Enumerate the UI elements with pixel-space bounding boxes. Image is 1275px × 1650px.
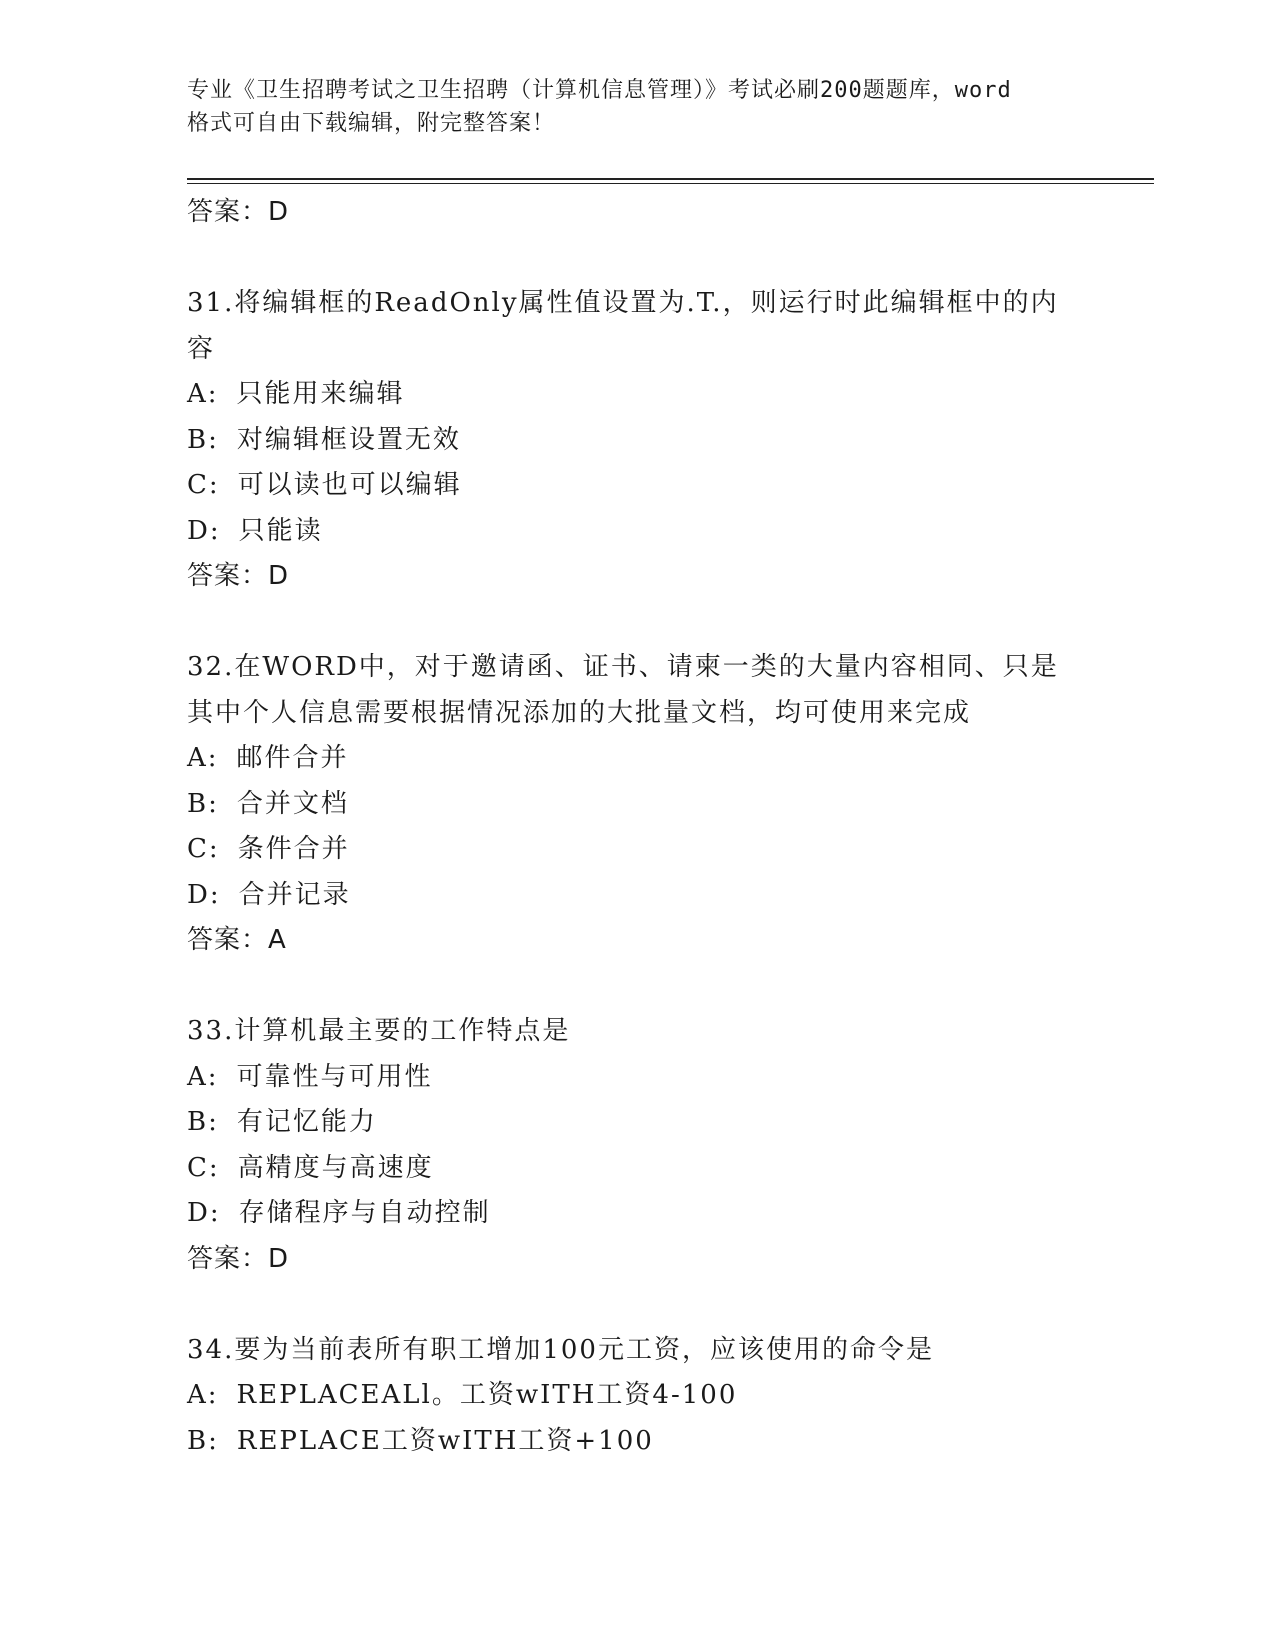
option-line xyxy=(187,463,1087,509)
option-key: C: xyxy=(187,834,220,864)
answer-line: 答案：D xyxy=(187,561,290,591)
option-text: 存储程序与自动控制 xyxy=(238,1198,491,1228)
question-text: 容 xyxy=(187,333,216,364)
option-text: 只能读 xyxy=(238,515,323,546)
option-line xyxy=(187,1100,1087,1146)
option-line xyxy=(187,1146,1087,1192)
option-line xyxy=(187,1373,1087,1419)
option-text: 对编辑框设置无效 xyxy=(236,424,461,455)
option-key: A: xyxy=(187,1380,219,1410)
option-line xyxy=(187,1055,1087,1101)
answer-line: 答案：A xyxy=(187,925,287,955)
option-key: D: xyxy=(187,515,221,546)
option-text: 合并记录 xyxy=(238,879,351,910)
option-line xyxy=(187,372,1087,418)
question-block xyxy=(187,645,1087,964)
option-line xyxy=(187,1419,1087,1465)
question-block xyxy=(187,1328,1087,1465)
option-key: C: xyxy=(187,470,220,500)
option-text: 有记忆能力 xyxy=(236,1107,377,1137)
option-key: B: xyxy=(187,1107,219,1137)
option-key: D: xyxy=(187,1198,221,1228)
answer-line: 答案：D xyxy=(187,1243,290,1274)
option-key: A: xyxy=(187,743,219,773)
option-text: REPLACE工资wITH工资+100 xyxy=(236,1425,654,1456)
option-line xyxy=(187,782,1087,828)
question-block xyxy=(187,1009,1087,1282)
question-block xyxy=(187,281,1087,600)
option-key: B: xyxy=(187,788,219,819)
option-key: A: xyxy=(187,379,219,409)
header-line-1: 专业《卫生招聘考试之卫生招聘（计算机信息管理）》考试必刷200题题库，word xyxy=(187,78,1012,103)
answer-line: 答案：D xyxy=(187,197,290,227)
option-key: B: xyxy=(187,1425,219,1456)
question-text: 33.计算机最主要的工作特点是 xyxy=(187,1016,571,1046)
question-text: 34.要为当前表所有职工增加100元工资，应该使用的命令是 xyxy=(187,1334,934,1365)
option-line xyxy=(187,509,1087,555)
option-line xyxy=(187,1191,1087,1237)
option-text: 可以读也可以编辑 xyxy=(237,470,462,500)
option-line xyxy=(187,827,1087,873)
question-text: 31.将编辑框的ReadOnly属性值设置为.T.，则运行时此编辑框中的内 xyxy=(187,288,1059,318)
header-line-2: 格式可自由下载编辑，附完整答案！ xyxy=(187,111,556,136)
option-key: C: xyxy=(187,1152,220,1183)
question-content xyxy=(187,190,1087,1464)
option-text: REPLACEALl。工资wITH工资4-100 xyxy=(236,1380,738,1410)
header-rule-thin xyxy=(187,183,1154,184)
option-line xyxy=(187,736,1087,782)
option-line xyxy=(187,418,1087,464)
header-rule-thick xyxy=(187,178,1154,180)
document-header xyxy=(187,74,1087,140)
option-key: B: xyxy=(187,424,219,455)
option-line xyxy=(187,873,1087,919)
option-text: 条件合并 xyxy=(237,834,350,864)
option-text: 邮件合并 xyxy=(236,743,349,773)
question-text: 其中个人信息需要根据情况添加的大批量文档，均可使用来完成 xyxy=(187,697,972,728)
option-key: A: xyxy=(187,1061,219,1092)
question-text: 32.在WORD中，对于邀请函、证书、请柬一类的大量内容相同、只是 xyxy=(187,652,1059,682)
option-text: 可靠性与可用性 xyxy=(236,1061,433,1092)
option-text: 合并文档 xyxy=(236,788,349,819)
option-text: 只能用来编辑 xyxy=(236,379,405,409)
option-key: D: xyxy=(187,879,221,910)
option-text: 高精度与高速度 xyxy=(237,1152,434,1183)
